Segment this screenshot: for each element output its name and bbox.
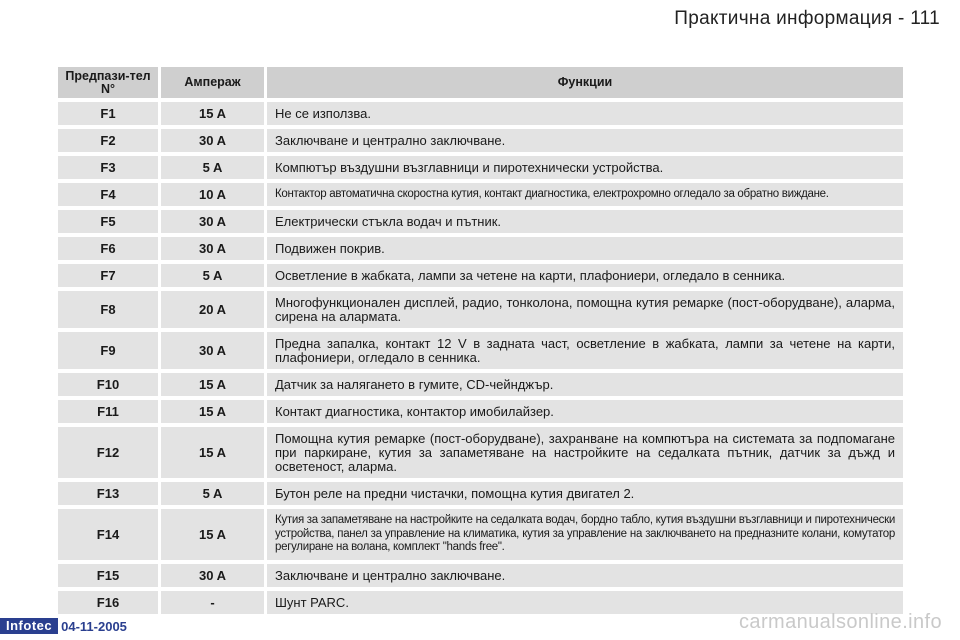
fuse-number: F11: [58, 400, 158, 423]
table-row: [58, 564, 903, 587]
fuse-number: F5: [58, 210, 158, 233]
fuse-amperage: 30 A: [161, 237, 264, 260]
fuse-number: F15: [58, 564, 158, 587]
table-row: [58, 102, 903, 125]
fuse-number: F8: [58, 291, 158, 328]
table-row: [58, 210, 903, 233]
table-row: [58, 427, 903, 478]
fuse-number: F13: [58, 482, 158, 505]
table-row: [58, 332, 903, 369]
table-row: [58, 400, 903, 423]
table-row: [58, 509, 903, 560]
fuse-number: F3: [58, 156, 158, 179]
page-title: Практична информация - 111: [674, 8, 940, 29]
fuse-amperage: 15 A: [161, 427, 264, 478]
fuse-amperage: 30 A: [161, 564, 264, 587]
fuse-number: F10: [58, 373, 158, 396]
infotec-logo: Infotec: [0, 618, 58, 634]
column-header-fuse: Предпази-тел N°: [58, 67, 158, 98]
fuse-amperage: 15 A: [161, 102, 264, 125]
fuse-amperage: 30 A: [161, 332, 264, 369]
fuse-function: Заключване и централно заключване.: [267, 564, 903, 587]
fuse-number: F4: [58, 183, 158, 206]
fuse-amperage: 5 A: [161, 482, 264, 505]
fuse-number: F2: [58, 129, 158, 152]
fuse-function: Подвижен покрив.: [267, 237, 903, 260]
fuse-function: Компютър въздушни възглавници и пиротехнически устройства.: [267, 156, 903, 179]
fuse-amperage: 15 A: [161, 400, 264, 423]
document-date: 04-11-2005: [61, 618, 127, 634]
column-header-functions: Функции: [267, 67, 903, 98]
fuse-amperage: 30 A: [161, 210, 264, 233]
fuse-function: Не се използва.: [267, 102, 903, 125]
fuse-number: F16: [58, 591, 158, 614]
fuse-function: Заключване и централно заключване.: [267, 129, 903, 152]
fuse-amperage: 5 A: [161, 156, 264, 179]
table-row: [58, 373, 903, 396]
fuse-number: F9: [58, 332, 158, 369]
column-header-amperage: Ампераж: [161, 67, 264, 98]
table-row: [58, 291, 903, 328]
fuse-amperage: 5 A: [161, 264, 264, 287]
fuse-function: Осветление в жабката, лампи за четене на карти, плафониери, огледало в сенника.: [267, 264, 903, 287]
table-row: [58, 156, 903, 179]
table-row: [58, 129, 903, 152]
fuse-function: Многофункционален дисплей, радио, тонколона, помощна кутия ремарке (пост-оборудване), аларма, сирена на алармата.: [267, 291, 903, 328]
fuse-number: F7: [58, 264, 158, 287]
table-row: [58, 482, 903, 505]
fuse-function: Предна запалка, контакт 12 V в задната част, осветление в жабката, лампи за четене на карти, плафониери, огледало в сенника.: [267, 332, 903, 369]
fuse-function: Бутон реле на предни чистачки, помощна кутия двигател 2.: [267, 482, 903, 505]
watermark: carmanualsonline.info: [739, 611, 942, 633]
fuse-amperage: 15 A: [161, 509, 264, 560]
fuse-table: [58, 67, 903, 618]
fuse-function: Кутия за запаметяване на настройките на седалката водач, бордно табло, кутия въздушни възглавници и пиротехнически устройства, панел за управление на климатика, кутия за управление на заключването на предназните колани, комутатор регулиране на волана, комплект "hands free".: [267, 509, 903, 560]
fuse-function: Шунт PARC.: [267, 591, 903, 614]
table-row: [58, 264, 903, 287]
fuse-function: Електрически стъкла водач и пътник.: [267, 210, 903, 233]
fuse-amperage: 20 A: [161, 291, 264, 328]
footer-logo: [0, 618, 127, 634]
fuse-function: Помощна кутия ремарке (пост-оборудване), захранване на компютъра на системата за подпомагане при паркиране, кутия за запаметяване на настройките на седалката пътник, датчик за дъжд и осветеност, аларма.: [267, 427, 903, 478]
table-row: [58, 183, 903, 206]
fuse-number: F1: [58, 102, 158, 125]
fuse-amperage: 15 A: [161, 373, 264, 396]
fuse-number: F12: [58, 427, 158, 478]
table-header-row: [58, 67, 903, 98]
table-row: [58, 237, 903, 260]
fuse-function: Контактор автоматична скоростна кутия, контакт диагностика, електрохромно огледало за обратно виждане.: [267, 183, 903, 206]
fuse-amperage: 10 A: [161, 183, 264, 206]
fuse-number: F6: [58, 237, 158, 260]
fuse-amperage: 30 A: [161, 129, 264, 152]
fuse-number: F14: [58, 509, 158, 560]
fuse-amperage: -: [161, 591, 264, 614]
fuse-function: Датчик за налягането в гумите, CD-чейнджър.: [267, 373, 903, 396]
fuse-function: Контакт диагностика, контактор имобилайзер.: [267, 400, 903, 423]
